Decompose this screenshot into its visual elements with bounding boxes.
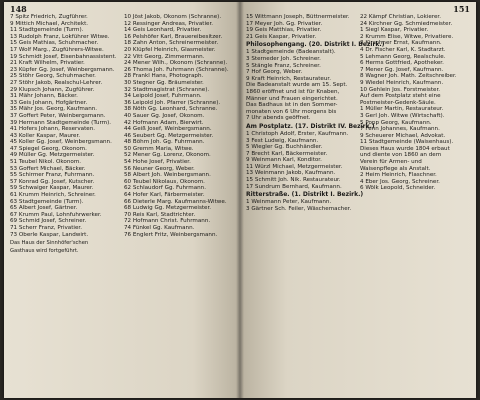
entry-line: 52 Mener Gg. Lorenz, Ökonom. (124, 152, 211, 159)
entry-line: 15 Schmitt Joh. Nik. Restaurateur. (246, 177, 341, 184)
entry-line: 2 Krumm Elise, Witwe, Privatiere. (360, 33, 454, 40)
entry-line: 49 Müller Gg. Metzgermeister. (10, 152, 95, 159)
entry-line: 39 Hermann Stadtgemeinde (Turm). (10, 119, 112, 126)
entry-line: 35 Mähr Jos. Georg, Kaufmann. (10, 106, 98, 113)
entry-line: 48 Böhm Joh. Gg. Fuhrmann. (124, 139, 205, 146)
entry-line: 5 Stängle Franz, Schreiner. (246, 62, 321, 69)
entry-line: 7 Spitz Friedrich, Zugführer. (10, 14, 88, 20)
entry-line: 30 Stegner Gg. Bräumeister. (124, 79, 204, 86)
entry-line: 21 Geis Kaspar, Privatier. (246, 33, 317, 40)
entry-line: 67 Krumm Paul, Lohnfuhrwerker. (10, 211, 102, 218)
entry-line: 63 Stadtgemeinde (Turm). (10, 198, 84, 205)
entry-line: Gasthaus wird fortgeführt. (10, 248, 79, 255)
page-number-left: 148 (10, 4, 27, 14)
entry-line: 6 Herms Gottfried, Apotheker. (360, 60, 444, 67)
entry-line: 28 Frankl Hans, Photograph. (124, 73, 204, 80)
entry-line: Postmeister-Gedenk-Säule. (360, 99, 436, 106)
entry-line: 45 Koller Gg. Josef, Weinbergsmann. (10, 139, 112, 146)
entry-line: 3 Gärtner Sch. Feiler, Wäschemacher. (246, 205, 352, 212)
entry-line: 9 Scheuerer Michael, Advokat. (360, 132, 446, 139)
entry-line: 19 Geis Matthias, Privatier. (246, 27, 322, 34)
entry-line: Verein für Armen- und (360, 159, 422, 166)
entry-line: 7 Hof Georg, Weber. (246, 69, 303, 76)
left-footer (10, 240, 234, 254)
entry-line: 1 Siegl Kaspar, Privatier. (360, 27, 429, 34)
entry-line: 9 Kraft Heinrich, Restaurateur. (246, 75, 331, 82)
entry-line: 40 Sauer Gg. Josef, Ökonom. (124, 112, 205, 119)
entry-line: 66 Dieterle Marg. Kaufmanns-Witwe. (124, 198, 227, 205)
entry-line: 24 Mener Wilh., Ökonom (Schranne). (124, 60, 228, 67)
entry-line: 38 Nöth Gg. Leonhard, Schranne. (124, 106, 218, 113)
entry-line: 37 Goffert Peter, Weinbergsmann. (10, 112, 106, 119)
right-column-1 (246, 14, 385, 212)
entry-line: 73 Oberle Kaspar, Landwirt. (10, 231, 89, 238)
entry-line: 41 Hofers Johann, Reservaten. (10, 126, 96, 133)
entry-line: 74 Fünkel Gg. Kaufmann. (124, 225, 195, 231)
entry-line: 34 Leipold Josef, Fuhrmann. (124, 93, 202, 100)
left-column-2 (124, 14, 234, 238)
entry-line: Auf dem Postplatz steht eine (360, 93, 441, 100)
entry-line: 17 Meyer Joh. Gg. Privatier. (246, 20, 323, 27)
entry-line: 21 Kraft Wilhelm, Privatier. (10, 60, 85, 67)
entry-line: 22 Vitt Georg, Zimmermann. (124, 53, 205, 60)
entry-line: 59 Schwaiger Kaspar, Maurer. (10, 185, 94, 192)
entry-line: 10 Jöst Jakob, Ökonom (Schranne). (124, 14, 222, 20)
section-heading: Philosophengang. (20. Distrikt I. Bezirk.) (246, 41, 385, 49)
entry-line: 1 Stadtgemeinde (Badeanstalt). (246, 49, 336, 56)
entry-line: 25 Stöhr Georg, Schuhmacher. (10, 73, 96, 80)
entry-line: 17 Sundrum Bernhard, Kaufmann. (246, 183, 342, 190)
entry-line: 5 Lehmann Georg, Realschule. (360, 53, 446, 60)
section-heading: Ritterstraße. (1. Distrikt I. Bezirk.) (246, 191, 364, 199)
entry-line: 9 Wiedel Heinrich, Kaufmann. (360, 79, 444, 86)
entry-line: 13 Rudolph Franz, Lokführer Witwe. (10, 33, 110, 40)
entry-line: 53 Goffert Michael, Bäcker. (10, 165, 86, 172)
entry-line: 62 Schlaudorf Gg. Fuhrmann. (124, 185, 207, 192)
entry-line: 12 Ressinger Andreas, Privatier. (124, 20, 214, 27)
entry-line: 55 Schirmer Franz, Fuhrmann. (10, 172, 95, 179)
entry-line: 36 Leipold Joh. Pfarrer (Schranne). (124, 99, 221, 106)
entry-line: und diente von 1860 an dem (360, 152, 442, 159)
entry-line: 9 Weinmann Karl, Konditor. (246, 157, 322, 164)
entry-line: 11 Stadtgemeinde (Turm). (10, 27, 84, 34)
entry-line: 1 Weinmann Peter, Kaufmann. (246, 199, 332, 206)
entry-line: Die Badeanstalt wurde am 15. Sept. (246, 82, 348, 89)
entry-line: 71 Scherr Franz, Privatier. (10, 225, 82, 231)
entry-line: 20 Klüpfel Heinrich, Glasmeister. (124, 46, 216, 53)
entry-line: 65 Albert Josef, Gärtner. (10, 205, 78, 212)
entry-line: 1 Müller Martin, Restaurateur. (360, 106, 444, 113)
entry-line: 10 Gehlein Jos. Forstmeister. (360, 86, 441, 93)
left-columns (10, 14, 234, 238)
entry-line: 6 Wölk Leopold, Schneider. (360, 185, 436, 192)
entry-line: 7 Fenn Johannes, Kaufmann. (360, 126, 440, 133)
entry-line: 32 Stadtmagistrat (Schranne). (124, 86, 210, 93)
entry-line: 4 Dr. Fischer Karl, K. Stadtarzt. (360, 46, 446, 53)
entry-line: 15 Wittmann Joseph, Büttnermeister. (246, 14, 350, 20)
entry-line: 3 Kirschner Ernst, Kaufmann. (360, 40, 442, 47)
entry-line: Das Badhaus ist in den Sommer- (246, 102, 338, 109)
left-column-1 (10, 14, 120, 238)
entry-line: Dieses Haus wurde 1804 erbaut (360, 145, 450, 152)
entry-line: 18 Zahn Anton, Schreinermeister. (124, 40, 219, 47)
entry-line: 56 Neuner Georg, Weber. (124, 165, 195, 172)
entry-line: 5 Popp Georg, Kaufmann. (360, 119, 432, 126)
entry-line: 60 Teubel Nikolaus, Ökonom. (124, 178, 205, 185)
entry-line: 9 Mittich Michael, Architekt. (10, 20, 89, 27)
entry-line: 70 Reis Karl, Stadtrichter. (124, 211, 196, 218)
entry-line: 7 Brecht Karl, Bäckermeister. (246, 150, 328, 157)
entry-line: 11 Stadtgemeinde (Waisenhaus). (360, 139, 454, 146)
entry-line: 1 Christoph Adolf, Erster, Kaufmann. (246, 130, 349, 137)
entry-line: 57 Konrad Gg. Josef, Kutscher. (10, 178, 95, 185)
entry-line: 15 Geis Mathias, Schuhmacher. (10, 40, 99, 47)
entry-line: 4 Eber Jos. Georg, Schreiner. (360, 178, 440, 185)
entry-line: 61 Krumm Heinrich, Schreiner. (10, 192, 96, 199)
entry-line: 3 Fest Ludwig, Kaufmann. (246, 137, 319, 144)
entry-line: 13 Weinmann Jakob, Kaufmann. (246, 170, 336, 177)
entry-line: 7 Mener Gg. Josef, Kaufmann. (360, 66, 444, 73)
entry-line: 44 Geiß Josef, Weinbergsmann. (124, 126, 212, 133)
entry-line: 22 Kämpf Christian, Lokierer. (360, 14, 441, 20)
entry-line: 26 Thoma Joh. Fuhrmann (Schranne). (124, 66, 229, 73)
entry-line: 14 Geis Leonhard, Privatier. (124, 27, 202, 34)
entry-line: 58 Albert Joh. Weinbergsmann. (124, 172, 211, 179)
entry-line: 7 Uhr abends geöffnet. (246, 115, 311, 122)
entry-line: 3 Gerl Joh. Witwe (Wirtschaft). (360, 112, 445, 119)
book-gutter (236, 2, 244, 398)
entry-line: Männer und Frauen eingerichtet. (246, 95, 338, 102)
entry-line: 3 Sterneder Joh. Schreiner. (246, 55, 321, 62)
entry-line: 72 Hofmann Christ. Fuhrmann. (124, 218, 211, 225)
entry-line: 50 Gremm Maria, Witwe. (124, 145, 194, 152)
section-heading: Am Postplatz. (17. Distrikt IV. Bezirk.) (246, 122, 375, 130)
entry-line: monaten von 6 Uhr morgens bis (246, 108, 337, 115)
entry-line: 1860 eröffnet und ist für Knaben, (246, 88, 340, 95)
right-columns (246, 14, 470, 212)
entry-line: 27 Stöhr Jakob, Realschul-Lehrer. (10, 79, 103, 86)
entry-line: 68 Ludwig Gg. Metzgermeister. (124, 205, 212, 212)
entry-line: 64 Hofer Karl, Färbermeister. (124, 192, 205, 199)
entry-line: 33 Geis Johann, Hofgärtner. (10, 99, 88, 106)
entry-line: 69 Schmid Josef, Schreiner. (10, 218, 87, 225)
entry-line: 24 Kirchner Gg. Schmiedmeister. (360, 20, 453, 27)
right-column-2 (360, 14, 470, 212)
book-spread (4, 2, 476, 398)
entry-line: 46 Seubert Gg. Metzgermeister. (124, 132, 214, 139)
entry-line: 31 Mähr Johann, Bäcker. (10, 93, 78, 100)
entry-line: 51 Teubel Nikol. Ökonom. (10, 159, 82, 166)
entry-line: 2 Heim Heinrich, Flaschner. (360, 172, 437, 179)
right-page (240, 2, 476, 398)
entry-line: 76 Englert Fritz, Weinbergsmann. (124, 231, 218, 238)
entry-line: 54 Hohe Josef, Privatier. (124, 159, 191, 166)
entry-line: 5 Wiegler Gg. Buchhändler. (246, 144, 323, 151)
entry-line: 42 Hofmann Adam, Bierwirt. (124, 119, 204, 126)
entry-line: 17 Wolf Marg., Zugführers-Witwe. (10, 46, 104, 53)
entry-line: 23 Küpfer Gg. Josef, Weinbergsmann. (10, 66, 115, 73)
entry-line: 47 Spiegel Georg, Ökonom. (10, 145, 87, 152)
entry-line: 8 Wagner Joh. Math. Zeitschreiber. (360, 73, 457, 80)
entry-line: 16 Pelshöfer Karl, Brauereibesitzer. (124, 33, 223, 40)
entry-line: Das Haus der Sinnhöfer'schen (10, 240, 89, 247)
entry-line: 29 Klupsch Johann, Zugführer. (10, 86, 95, 93)
entry-line: 19 Schmidt Josef, Eisenbahnassistent. (10, 53, 117, 60)
entry-line: 43 Koller Kaspar, Maurer. (10, 132, 81, 139)
left-page (4, 2, 240, 398)
entry-line: Waisenpflege als Anstalt. (360, 165, 431, 172)
page-number-right: 151 (453, 4, 470, 14)
entry-line: 11 Würzl Michael, Metzgermeister. (246, 163, 343, 170)
